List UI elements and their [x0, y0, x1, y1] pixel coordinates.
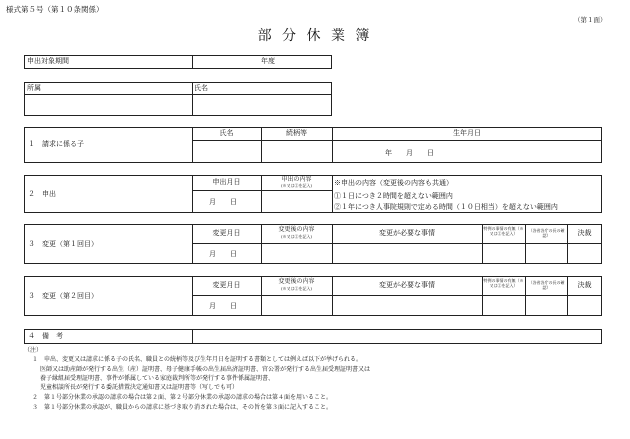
- section3-col-content-note: (※又は②を記入): [280, 234, 313, 239]
- period-box: [24, 55, 332, 69]
- section2-col-date: 申出月日: [212, 178, 241, 186]
- section4-col-boss: （各省各庁の長の確認）: [528, 280, 565, 290]
- affiliation-box: [24, 82, 332, 116]
- note-2: ２ 第１号部分休業の承認の請求の場合は第２面、第２号部分休業の承認の請求の場合は第４面を用いること。: [32, 394, 333, 401]
- section3-col-date: 変更月日: [212, 229, 241, 237]
- section3-col-reason: 変更が必要な事情: [379, 229, 435, 237]
- section4-label: ３ 変更（第２回目）: [28, 292, 98, 300]
- section3-col-boss: （各省各庁の長の確認）: [528, 228, 565, 238]
- section3-col-confirm: 特例の事情の有無（※又は②を記入）: [483, 226, 524, 236]
- note-3: ３ 第１号部分休業の承認が、職員からの請求に基づき取り消された場合は、その旨を第３面に記入すること。: [32, 404, 333, 411]
- section2-col-content-note: (※又は②を記入): [280, 183, 313, 188]
- notes-heading: （注）: [24, 347, 43, 354]
- section3-date-format: 月 日: [209, 250, 237, 258]
- section4-col-reason: 変更が必要な事情: [379, 281, 435, 289]
- page-label: （第１面）: [574, 16, 607, 24]
- section1-col-name: 氏名: [219, 129, 234, 137]
- note-1b: 養子縁組届受理証明書、事件が係属している家庭裁判所等が発行する事件係属証明書、: [40, 375, 275, 382]
- section2-label: ２ 申出: [28, 190, 56, 198]
- form-number: 様式第５号（第１０条関係）: [6, 5, 104, 14]
- section1-birth-format: 年 月 日: [385, 149, 434, 157]
- section4-date-format: 月 日: [209, 302, 237, 310]
- section1-label: １ 請求に係る子: [28, 140, 84, 148]
- period-label: 申出対象期間: [27, 57, 69, 65]
- section4-col-confirm: 特例の事情の有無（※又は②を記入）: [483, 278, 524, 288]
- section2-col-content: 申出の内容: [281, 176, 312, 183]
- page-title: 部 分 休 業 簿: [257, 28, 373, 44]
- section4-col-content-note: (※又は②を記入): [280, 286, 313, 291]
- section3-col-decision: 決裁: [577, 229, 592, 237]
- section2-date-format: 月 日: [209, 198, 237, 206]
- section3-col-content: 変更後の内容: [278, 226, 315, 233]
- section1-col-relation: 続柄等: [286, 129, 307, 137]
- period-year-suffix: 年度: [261, 57, 275, 65]
- section4-col-date: 変更月日: [212, 281, 241, 289]
- section2-note-1: ①１日につき２時間を超えない範囲内: [334, 192, 453, 200]
- section4-col-decision: 決裁: [577, 281, 592, 289]
- note-1a: 医師又は助産師が発行する出生（産）証明書、母子健康手帳の出生届出済証明書、官公署が発行する出生届受理証明書又は: [40, 366, 371, 373]
- section5-box: [24, 329, 602, 344]
- note-1: １ 申出、変更又は請求に係る子の氏名、職員との続柄等及び生年月日を証明する書類としては例えば以下が挙げられる。: [32, 356, 363, 363]
- section3-label: ３ 変更（第１回目）: [28, 240, 98, 248]
- section2-note-title: ※申出の内容（変更後の内容も共通）: [334, 179, 453, 187]
- note-1c: 児童相談所長が発行する委託措置決定通知書又は証明書等（写しでも可）: [40, 384, 239, 391]
- section2-note-2: ②１年につき人事院規則で定める時間（１０日相当）を超えない範囲内: [334, 203, 558, 211]
- section4-col-content: 変更後の内容: [278, 278, 315, 285]
- affiliation-label: 所属: [27, 84, 41, 92]
- name-label: 氏名: [194, 84, 208, 92]
- section5-label: ４ 備 考: [28, 332, 63, 340]
- section1-col-birth: 生年月日: [453, 129, 481, 137]
